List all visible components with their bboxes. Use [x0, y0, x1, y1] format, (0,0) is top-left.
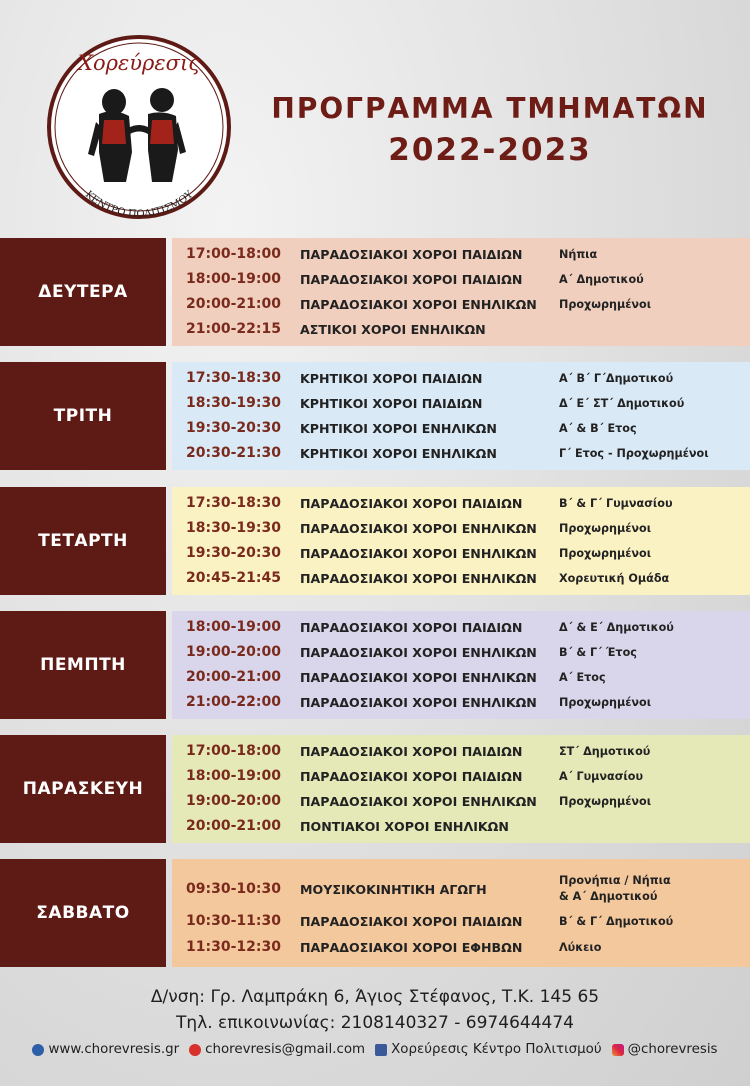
- class-name: ΠΑΡΑΔΟΣΙΑΚΟΙ ΧΟΡΟΙ ΠΑΙΔΙΩΝ: [300, 914, 523, 929]
- schedule-row: [172, 366, 750, 391]
- class-time: 19:30-20:30: [186, 420, 281, 436]
- class-level: Β΄ & Γ΄ Γυμνασίου: [559, 497, 673, 510]
- class-name: ΚΡΗΤΙΚΟΙ ΧΟΡΟΙ ΕΝΗΛΙΚΩΝ: [300, 446, 497, 461]
- class-name: ΚΡΗΤΙΚΟΙ ΧΟΡΟΙ ΠΑΙΔΙΩΝ: [300, 396, 483, 411]
- schedule-row: [172, 640, 750, 665]
- class-time: 19:00-20:00: [186, 793, 281, 809]
- schedule-row: [172, 292, 750, 317]
- class-level: Δ΄ Ε΄ ΣΤ΄ Δημοτικού: [559, 397, 685, 410]
- schedule-row: [172, 690, 750, 715]
- day-label: ΔΕΥΤΕΡΑ: [0, 238, 166, 346]
- class-time: 11:30-12:30: [186, 939, 281, 955]
- schedule-row: [172, 416, 750, 441]
- day-block-wednesday: [0, 487, 750, 595]
- day-block-monday: [0, 238, 750, 346]
- day-block-tuesday: [0, 362, 750, 470]
- address-text: Δ/νση: Γρ. Λαμπράκη 6, Άγιος Στέφανος, Τ.Κ. 145 65: [150, 987, 600, 1007]
- schedule-row: [172, 764, 750, 789]
- class-time: 21:00-22:15: [186, 321, 281, 337]
- class-time: 19:30-20:30: [186, 545, 281, 561]
- class-name: ΠΑΡΑΔΟΣΙΑΚΟΙ ΧΟΡΟΙ ΠΑΙΔΙΩΝ: [300, 769, 523, 784]
- class-name: ΠΟΝΤΙΑΚΟΙ ΧΟΡΟΙ ΕΝΗΛΙΚΩΝ: [300, 819, 509, 834]
- schedule-row: [172, 665, 750, 690]
- class-name: ΠΑΡΑΔΟΣΙΑΚΟΙ ΧΟΡΟΙ ΠΑΙΔΙΩΝ: [300, 496, 523, 511]
- day-label: ΤΡΙΤΗ: [0, 362, 166, 470]
- class-name: ΠΑΡΑΔΟΣΙΑΚΟΙ ΧΟΡΟΙ ΕΦΗΒΩΝ: [300, 940, 523, 955]
- email-link[interactable]: chorevresis@gmail.com: [205, 1042, 366, 1057]
- class-name: ΠΑΡΑΔΟΣΙΑΚΟΙ ΧΟΡΟΙ ΕΝΗΛΙΚΩΝ: [300, 297, 537, 312]
- day-block-saturday: [0, 859, 750, 967]
- class-level: [559, 873, 671, 905]
- schedule-row: [172, 739, 750, 764]
- class-time: 18:00-19:00: [186, 271, 281, 287]
- class-time: 18:00-19:00: [186, 619, 281, 635]
- website-link[interactable]: www.chorevresis.gr: [48, 1042, 180, 1057]
- facebook-link[interactable]: Χορεύρεσις Κέντρο Πολιτισμού: [391, 1042, 602, 1057]
- class-level: Προχωρημένοι: [559, 696, 652, 709]
- contact-bar: [0, 1042, 750, 1057]
- class-time: 18:00-19:00: [186, 768, 281, 784]
- class-level: Α΄ Γυμνασίου: [559, 770, 644, 783]
- class-name: ΠΑΡΑΔΟΣΙΑΚΟΙ ΧΟΡΟΙ ΠΑΙΔΙΩΝ: [300, 744, 523, 759]
- class-time: 10:30-11:30: [186, 913, 281, 929]
- class-level: Λύκειο: [559, 941, 602, 954]
- class-name: ΠΑΡΑΔΟΣΙΑΚΟΙ ΧΟΡΟΙ ΠΑΙΔΙΩΝ: [300, 272, 523, 287]
- class-level: Δ΄ & Ε΄ Δημοτικού: [559, 621, 674, 634]
- class-time: 20:00-21:00: [186, 669, 281, 685]
- class-time: 19:00-20:00: [186, 644, 281, 660]
- class-name: ΠΑΡΑΔΟΣΙΑΚΟΙ ΧΟΡΟΙ ΕΝΗΛΙΚΩΝ: [300, 695, 537, 710]
- schedule-row: [172, 814, 750, 839]
- class-level: Προχωρημένοι: [559, 547, 652, 560]
- chorevresis-logo: [44, 32, 234, 222]
- class-name: ΠΑΡΑΔΟΣΙΑΚΟΙ ΧΟΡΟΙ ΕΝΗΛΙΚΩΝ: [300, 794, 537, 809]
- class-level: Νήπια: [559, 248, 598, 261]
- logo-ring-text: ΚΕΝΤΡΟ ΠΟΛΙΤΙΣΜΟΥ: [82, 189, 196, 220]
- logo-script-text: Χορεύρεσις: [78, 51, 200, 75]
- class-level: ΣΤ΄ Δημοτικού: [559, 745, 651, 758]
- class-time: 18:30-19:30: [186, 520, 281, 536]
- class-time: 17:30-18:30: [186, 495, 281, 511]
- class-level: Β΄ & Γ΄ Έτος: [559, 646, 637, 659]
- class-name: ΠΑΡΑΔΟΣΙΑΚΟΙ ΧΟΡΟΙ ΕΝΗΛΙΚΩΝ: [300, 521, 537, 536]
- day-block-thursday: [0, 611, 750, 719]
- schedule-panel: [172, 859, 750, 967]
- globe-icon: [32, 1044, 44, 1056]
- class-level: Β΄ & Γ΄ Δημοτικού: [559, 915, 674, 928]
- schedule-row: [172, 566, 750, 591]
- phone-text: Τηλ. επικοινωνίας: 2108140327 - 6974644474: [176, 1013, 574, 1033]
- class-level: Α΄ Δημοτικού: [559, 273, 644, 286]
- facebook-icon: [375, 1044, 387, 1056]
- schedule-row: [172, 491, 750, 516]
- schedule-panel: [172, 362, 750, 470]
- schedule-panel: [172, 611, 750, 719]
- class-time: 09:30-10:30: [186, 881, 281, 897]
- instagram-icon: [612, 1044, 624, 1056]
- schedule-panel: [172, 735, 750, 843]
- class-time: 18:30-19:30: [186, 395, 281, 411]
- class-time: 20:00-21:00: [186, 818, 281, 834]
- class-level: Α΄ Ετος: [559, 671, 606, 684]
- class-level: Προχωρημένοι: [559, 298, 652, 311]
- class-time: 20:45-21:45: [186, 570, 281, 586]
- class-level: Α΄ & Β΄ Ετος: [559, 422, 637, 435]
- page-title: ΠΡΟΓΡΑΜΜΑ ΤΜΗΜΑΤΩΝ: [271, 92, 709, 125]
- schedule-row: [172, 317, 750, 342]
- schedule-row: [172, 935, 750, 960]
- day-label: ΠΕΜΠΤΗ: [0, 611, 166, 719]
- schedule-panel: [172, 487, 750, 595]
- schedule-row: [172, 267, 750, 292]
- class-time: 21:00-22:00: [186, 694, 281, 710]
- class-time: 17:30-18:30: [186, 370, 281, 386]
- schedule-row: [172, 874, 750, 903]
- schedule-panel: [172, 238, 750, 346]
- instagram-link[interactable]: @chorevresis: [627, 1042, 718, 1057]
- class-name: ΠΑΡΑΔΟΣΙΑΚΟΙ ΧΟΡΟΙ ΕΝΗΛΙΚΩΝ: [300, 645, 537, 660]
- class-name: ΠΑΡΑΔΟΣΙΑΚΟΙ ΧΟΡΟΙ ΠΑΙΔΙΩΝ: [300, 620, 523, 635]
- class-level: Προχωρημένοι: [559, 795, 652, 808]
- class-name: ΠΑΡΑΔΟΣΙΑΚΟΙ ΧΟΡΟΙ ΕΝΗΛΙΚΩΝ: [300, 670, 537, 685]
- class-level-line: & Α΄ Δημοτικού: [559, 890, 658, 903]
- schedule-row: [172, 615, 750, 640]
- class-level-line: Προνήπια / Νήπια: [559, 874, 671, 887]
- class-name: ΚΡΗΤΙΚΟΙ ΧΟΡΟΙ ΕΝΗΛΙΚΩΝ: [300, 421, 497, 436]
- class-name: ΜΟΥΣΙΚΟΚΙΝΗΤΙΚΗ ΑΓΩΓΗ: [300, 882, 487, 897]
- class-time: 20:30-21:30: [186, 445, 281, 461]
- page-year: 2022-2023: [388, 132, 592, 168]
- schedule-row: [172, 909, 750, 934]
- day-label: ΣΑΒΒΑΤΟ: [0, 859, 166, 967]
- schedule-row: [172, 541, 750, 566]
- day-block-friday: [0, 735, 750, 843]
- class-name: ΚΡΗΤΙΚΟΙ ΧΟΡΟΙ ΠΑΙΔΙΩΝ: [300, 371, 483, 386]
- class-time: 20:00-21:00: [186, 296, 281, 312]
- schedule-row: [172, 391, 750, 416]
- class-name: ΠΑΡΑΔΟΣΙΑΚΟΙ ΧΟΡΟΙ ΕΝΗΛΙΚΩΝ: [300, 571, 537, 586]
- schedule-row: [172, 441, 750, 466]
- schedule-row: [172, 242, 750, 267]
- day-label: ΠΑΡΑΣΚΕΥΗ: [0, 735, 166, 843]
- class-name: ΑΣΤΙΚΟΙ ΧΟΡΟΙ ΕΝΗΛΙΚΩΝ: [300, 322, 486, 337]
- class-time: 17:00-18:00: [186, 246, 281, 262]
- class-name: ΠΑΡΑΔΟΣΙΑΚΟΙ ΧΟΡΟΙ ΠΑΙΔΙΩΝ: [300, 247, 523, 262]
- day-label: ΤΕΤΑΡΤΗ: [0, 487, 166, 595]
- email-icon: [189, 1044, 201, 1056]
- schedule-row: [172, 789, 750, 814]
- class-level: Α΄ Β΄ Γ΄Δημοτικού: [559, 372, 674, 385]
- class-level: Προχωρημένοι: [559, 522, 652, 535]
- class-time: 17:00-18:00: [186, 743, 281, 759]
- class-name: ΠΑΡΑΔΟΣΙΑΚΟΙ ΧΟΡΟΙ ΕΝΗΛΙΚΩΝ: [300, 546, 537, 561]
- class-level: Γ΄ Ετος - Προχωρημένοι: [559, 447, 709, 460]
- class-level: Χορευτική Ομάδα: [559, 572, 670, 585]
- schedule-row: [172, 516, 750, 541]
